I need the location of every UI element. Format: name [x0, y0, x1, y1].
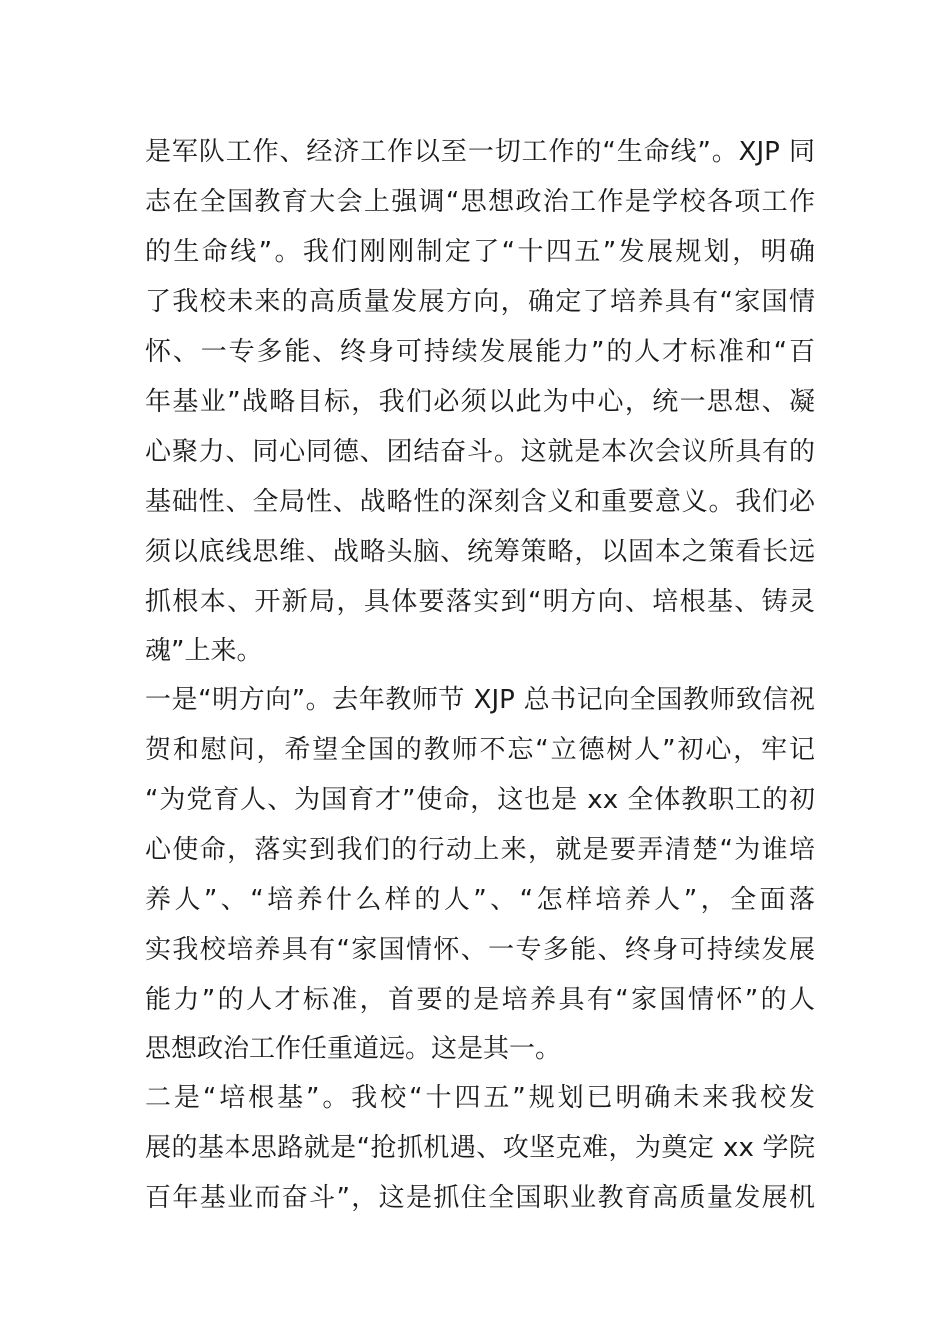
- text-line: 心聚力、同心同德、团结奋斗。这就是本次会议所具有的: [145, 437, 815, 467]
- text-line: 志在全国教育大会上强调“思想政治工作是学校各项工作: [145, 187, 815, 217]
- text-line: 养人”、“培养什么样的人”、“怎样培养人”，全面落: [145, 885, 815, 915]
- text-line: 能力”的人才标准，首要的是培养具有“家国情怀”的人: [145, 985, 815, 1015]
- text-line: 须以底线思维、战略头脑、统筹策略，以固本之策看长远: [145, 537, 815, 567]
- text-line: 魂”上来。: [145, 636, 263, 666]
- text-line: 展的基本思路就是“抢抓机遇、攻坚克难，为奠定 xx 学院: [145, 1133, 815, 1163]
- text-line: 怀、一专多能、终身可持续发展能力”的人才标准和“百: [145, 337, 815, 367]
- text-line: 实我校培养具有“家国情怀、一专多能、终身可持续发展: [145, 935, 815, 965]
- text-line: “为党育人、为国育才”使命，这也是 xx 全体教职工的初: [145, 785, 815, 815]
- text-line: 是军队工作、经济工作以至一切工作的“生命线”。XJP 同: [145, 137, 815, 167]
- text-line: 基础性、全局性、战略性的深刻含义和重要意义。我们必: [145, 487, 815, 517]
- text-line: 了我校未来的高质量发展方向，确定了培养具有“家国情: [145, 287, 815, 317]
- text-line: 贺和慰问，希望全国的教师不忘“立德树人”初心，牢记: [145, 735, 815, 765]
- text-line: 的生命线”。我们刚刚制定了“十四五”发展规划，明确: [145, 237, 815, 267]
- text-line: 年基业”战略目标，我们必须以此为中心，统一思想、凝: [145, 387, 815, 417]
- text-line: 思想政治工作任重道远。这是其一。: [145, 1034, 562, 1064]
- text-line: 百年基业而奋斗”，这是抓住全国职业教育高质量发展机: [145, 1183, 815, 1213]
- text-line: 心使命，落实到我们的行动上来，就是要弄清楚“为谁培: [145, 835, 815, 865]
- text-line: 一是“明方向”。去年教师节 XJP 总书记向全国教师致信祝: [145, 685, 815, 715]
- text-line: 抓根本、开新局，具体要落实到“明方向、培根基、铸灵: [145, 587, 815, 617]
- text-line: 二是“培根基”。我校“十四五”规划已明确未来我校发: [145, 1083, 815, 1113]
